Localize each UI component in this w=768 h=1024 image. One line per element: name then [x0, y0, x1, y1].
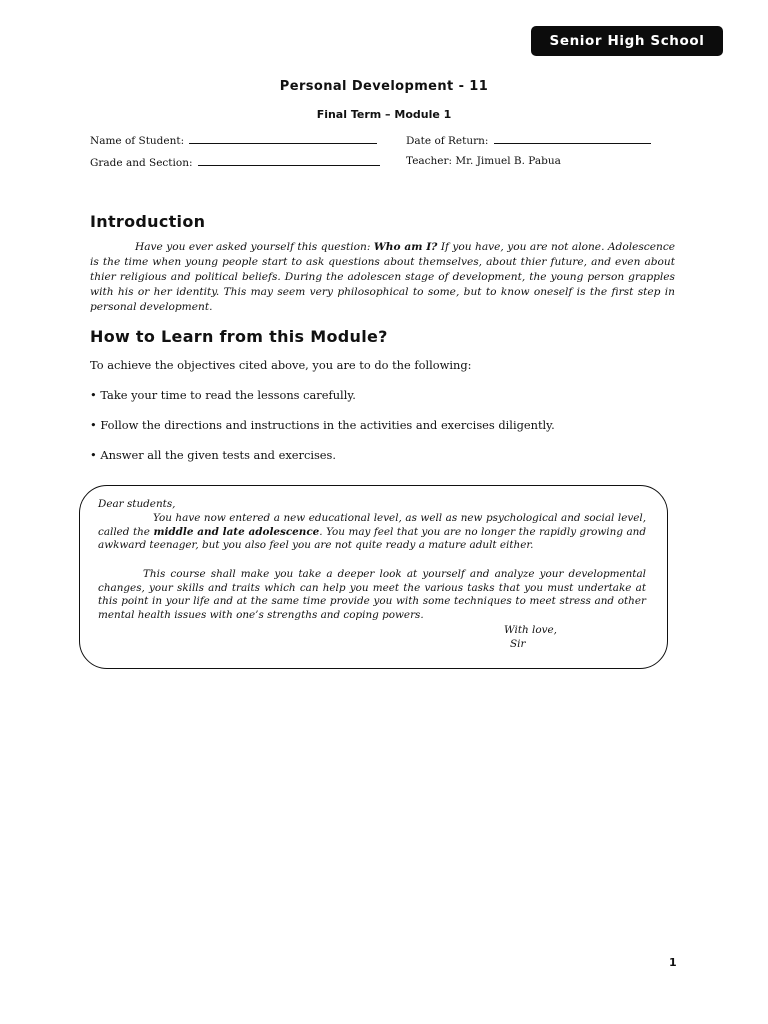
document-title: Personal Development - 11: [279, 79, 489, 94]
letter-greeting: Dear students,: [98, 498, 176, 510]
return-date-field: [406, 133, 651, 147]
school-level-badge: Senior High School: [531, 26, 723, 56]
introduction-paragraph: Have you ever asked yourself this question: Who am I? If you have, you are not alone. Adolescence is the time when young people start to ask questions about themselves, about thier future, and even about thier religious and political beliefs. During the adolescen stage of development, the young person grapples with his or her identity. This may seem very philosophical to some, but to know oneself is the first step in personal development.: [90, 241, 676, 313]
letter-paragraph-2: This course shall make you take a deeper look at yourself and analyze your developmental changes, your skills and traits which can help you meet the various tasks that you must undertake at this point in your life and at the same time provide you with some techniques to meet stress and other mental health issues with one’s strengths and coping powers.: [98, 568, 646, 621]
letter-box: [79, 485, 668, 669]
how-to-learn-heading: How to Learn from this Module?: [90, 327, 388, 346]
letter-signature: Sir: [510, 638, 526, 650]
student-name-field: [90, 133, 377, 147]
adolescence-emphasis: middle and late adolescence: [153, 525, 320, 538]
document-subtitle: Final Term – Module 1: [316, 108, 452, 121]
grade-section-blank[interactable]: [198, 155, 380, 166]
list-item: • Take your time to read the lessons carefully.: [90, 388, 356, 402]
grade-section-field: [90, 155, 380, 169]
list-item: • Answer all the given tests and exercises.: [90, 448, 337, 462]
grade-section-label: Grade and Section:: [90, 157, 193, 169]
teacher-field: Teacher: Mr. Jimuel B. Pabua: [406, 155, 561, 167]
list-item: • Follow the directions and instructions in the activities and exercises diligently.: [90, 418, 555, 432]
who-am-i-emphasis: Who am I?: [373, 241, 438, 253]
introduction-heading: Introduction: [90, 212, 206, 231]
page-number: 1: [669, 956, 677, 969]
student-name-blank[interactable]: [189, 133, 377, 144]
return-date-label: Date of Return:: [406, 135, 489, 147]
student-name-label: Name of Student:: [90, 135, 185, 147]
return-date-blank[interactable]: [494, 133, 651, 144]
letter-paragraph-1: You have now entered a new educational level, as well as new psychological and social level, called the middle and late adolescence. You may feel that you are no longer the rapidly growing and awkward teenager, but you also feel you are not quite ready a mature adult either.: [98, 512, 646, 551]
letter-closing: With love,: [504, 624, 557, 636]
how-to-lead: To achieve the objectives cited above, you are to do the following:: [90, 358, 472, 372]
